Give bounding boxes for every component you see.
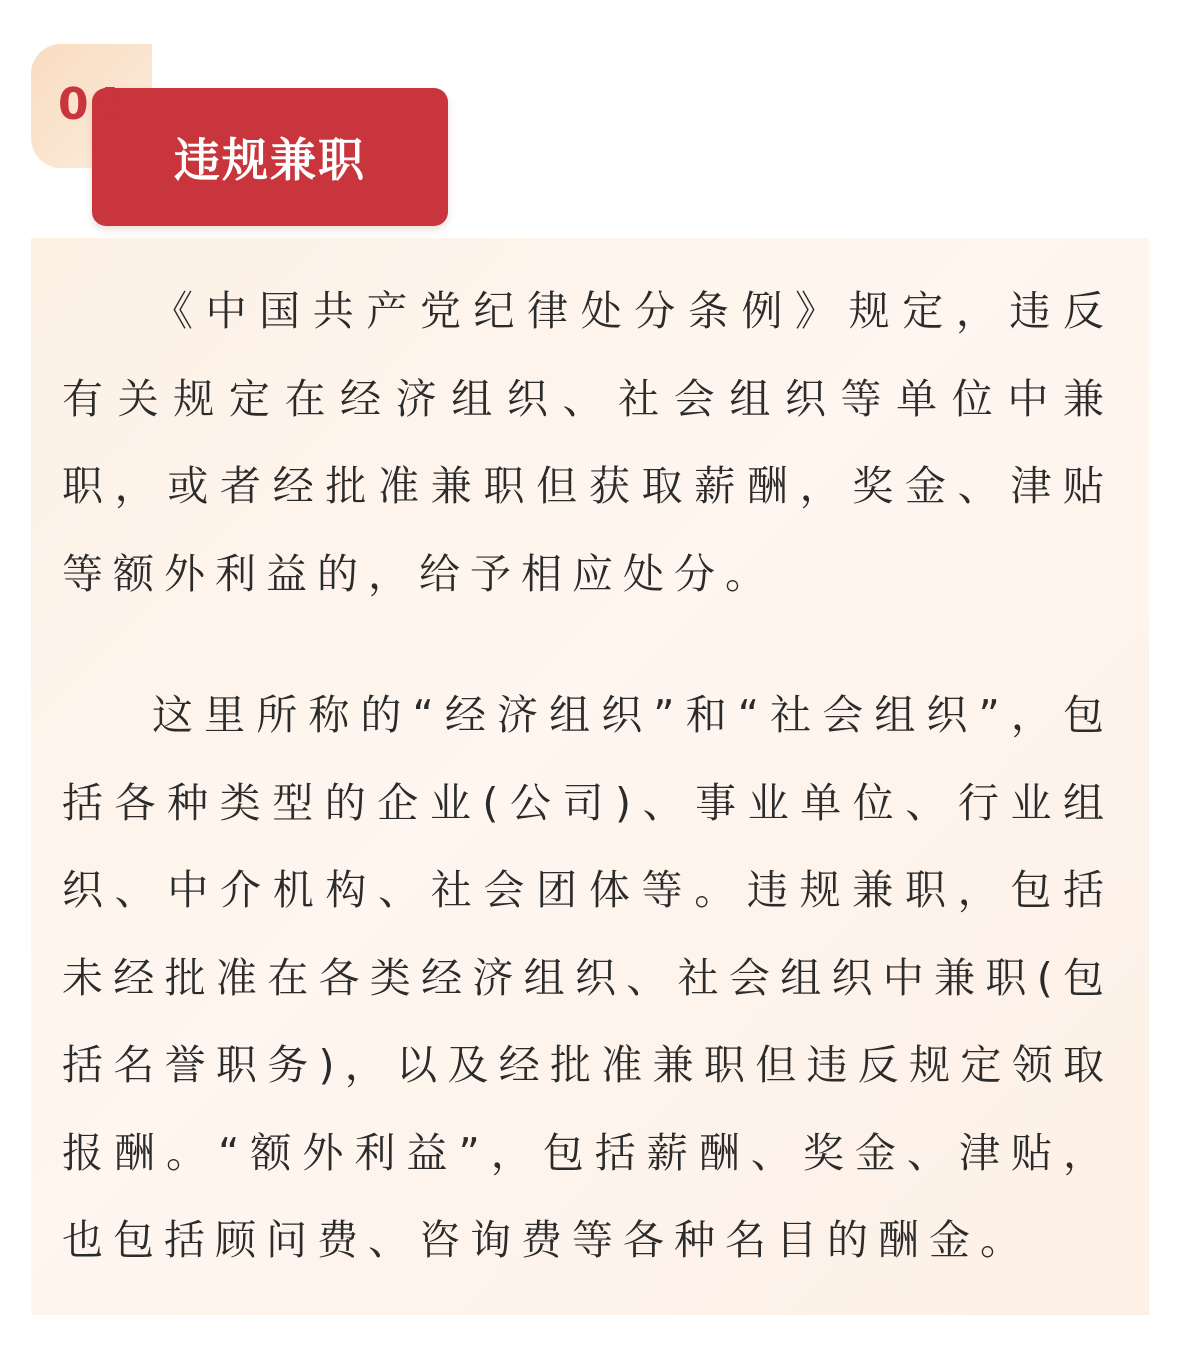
paragraph-regulation: 《中国共产党纪律处分条例》规定，违反有关规定在经济组织、社会组织等单位中兼职，或者经批准兼职但获取薪酬，奖金、津贴等额外利益的，给予相应处分。 [62, 287, 1114, 598]
section-title: 违规兼职 [174, 133, 366, 187]
paragraph-definition: 这里所称的“经济组织”和“社会组织”，包括各种类型的企业(公司)、事业单位、行业组织、中介机构、社会团体等。违规兼职，包括未经批准在各类经济组织、社会组织中兼职(包括名誉职务)，以及经批准兼职但违反规定领取报酬。“额外利益”，包括薪酬、奖金、津贴，也包括顾问费、咨询费等各种名目的酬金。 [62, 691, 1114, 1264]
section-number: 04 [58, 79, 124, 130]
